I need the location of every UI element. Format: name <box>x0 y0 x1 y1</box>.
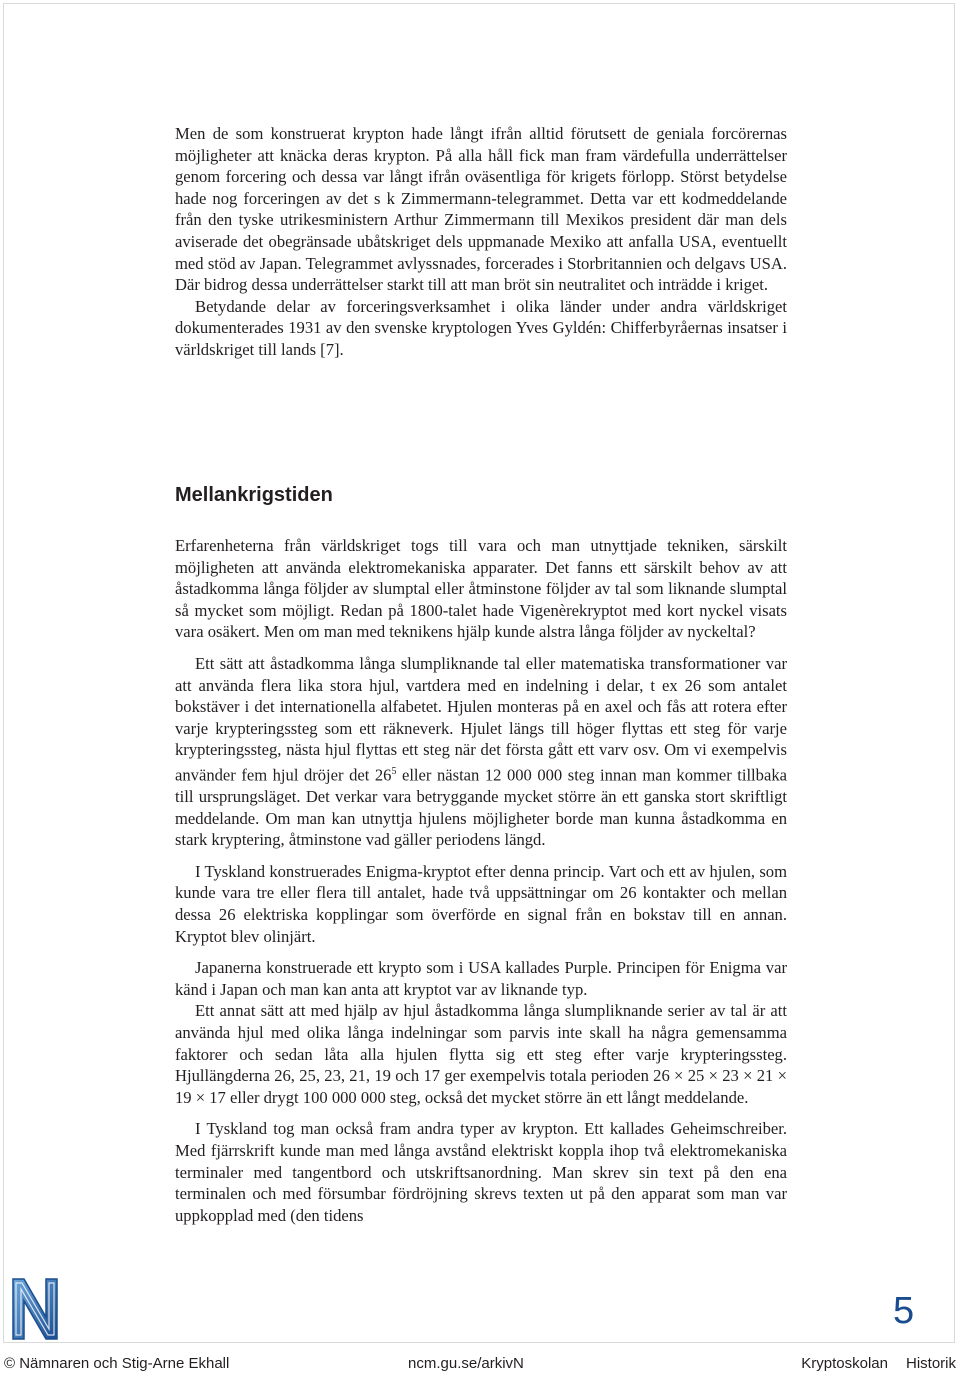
footer-url: ncm.gu.se/arkivN <box>408 1355 524 1372</box>
section-heading: Mellankrigstiden <box>175 484 333 506</box>
paragraph: Erfarenheterna från världskriget togs till vara och man utnyttjade tekniken, särskilt möjligheten att använda elektromekaniska apparater. Det fanns ett särskilt behov av att åstadkomma långa följder av slumptal eller åtminstone följder av tal som liknande slumptal så mycket som möjligt. Redan på 1800-talet hade Vigenèrekryptot med kort nyckel visats vara osäkert. Men om man med teknikens hjälp kunde alstra långa följder av nyckeltal? <box>175 536 787 642</box>
page-number: 5 <box>893 1290 915 1332</box>
paragraph <box>175 653 787 851</box>
ncm-n-logo-icon <box>10 1277 60 1341</box>
paragraph: Ett annat sätt att med hjälp av hjul åstadkomma långa slumpliknande serier av tal är att använda hjul med olika långa indelningar som parvis inte skall ha några gemensamma faktorer och sedan låta alla hjulen flytta sig ett steg efter varje krypteringssteg. Hjullängderna 26, 25, 23, 21, 19 och 17 ger exempelvis totala perioden 26 × 25 × 23 × 21 × 19 × 17 eller drygt 100 000 000 steg, också det mycket större än ett långt meddelande. <box>175 1001 787 1107</box>
footer-series <box>801 1354 956 1374</box>
paragraph: I Tyskland konstruerades Enigma-kryptot efter denna princip. Vart och ett av hjulen, som kunde vara tre eller flera till antalet, hade två uppsättningar om 26 kontakter och mellan dessa 26 elektriska kopplingar som överförde en signal från en bokstav till en annan. Kryptot blev olinjärt. <box>175 861 787 946</box>
paragraph-text: Ett sätt att åstadkomma långa slumpliknande tal eller matematiska transformationer var att använda flera lika stora hjul, vartdera med en indelning i delar, t ex 26 som antalet bokstäver i det internationella alfabetet. Hjulen monteras på en axel och fås att rotera efter varje krypteringssteg som ett räkneverk. Hjulet längs till höger flyttas ett steg för varje krypteringssteg, nästa hjul flyttas ett steg när det första gått ett varv osv. Om vi exempelvis använder fem hjul dröjer det 26 <box>175 653 787 785</box>
paragraph: Betydande delar av forceringsverksamhet i olika länder under andra världskriget dokumenterades 1931 av den svenske kryptologen Yves Gyldén: Chifferbyråernas insatser i världskriget till lands [7]. <box>175 296 787 359</box>
section-text-block <box>175 535 787 1226</box>
paragraph: I Tyskland tog man också fram andra typer av krypton. Ett kallades Geheimschreiber. Med fjärrskrift kunde man med långa avstånd elektriskt koppla ihop två elektromekaniska terminaler med tangentbord och utskriftsanordning. Man skrev sin text på den ena terminalen och med försumbar fördröjning skrevs texten ut på den apparat som man var uppkopplad med (den tidens <box>175 1119 787 1225</box>
intro-text-block <box>175 123 787 361</box>
paragraph: Men de som konstruerat krypton hade långt ifrån alltid förutsett de geniala forcörernas möjligheter att knäcka deras krypton. På alla håll fick man fram värdefulla underrättelser genom forcering och dessa var långt ifrån oväsentliga för krigets förlopp. Störst betydelse hade nog forceringen av det s k Zimmermann-telegrammet. Detta var ett kodmeddelande från den tyske utrikesministern Arthur Zimmermann till Mexikos president där man dels aviserade det obegränsade ubåtskriget dels uppmanade Mexiko att anfalla USA, eventuellt med stöd av Japan. Telegrammet avlyssnades, forcerades i Storbritannien och delgavs USA. Där bidrog dessa underrättelser starkt till att man bröt sin neutralitet och inträdde i kriget. <box>175 124 787 295</box>
paragraph-text: eller nästan 12 000 000 steg innan man kommer tillbaka till ursprungsläget. Det verkar vara betryggande mycket större än ett ganska stort skriftligt meddelande. Om man kan utnyttja hjulens möjligheter borde man kunna åstadkomma en stark kryptering, åtminstone vad gäller periodens längd. <box>175 765 787 850</box>
footer-copyright: © Nämnaren och Stig-Arne Ekhall <box>4 1355 230 1372</box>
exponent: 5 <box>391 765 397 777</box>
paragraph: Japanerna konstruerade ett krypto som i USA kallades Purple. Principen för Enigma var känd i Japan och man kan anta att kryptot var av liknande typ. <box>175 958 787 999</box>
footer-series-section: Historik <box>905 1355 956 1372</box>
footer-series-title: Kryptoskolan <box>801 1355 888 1372</box>
